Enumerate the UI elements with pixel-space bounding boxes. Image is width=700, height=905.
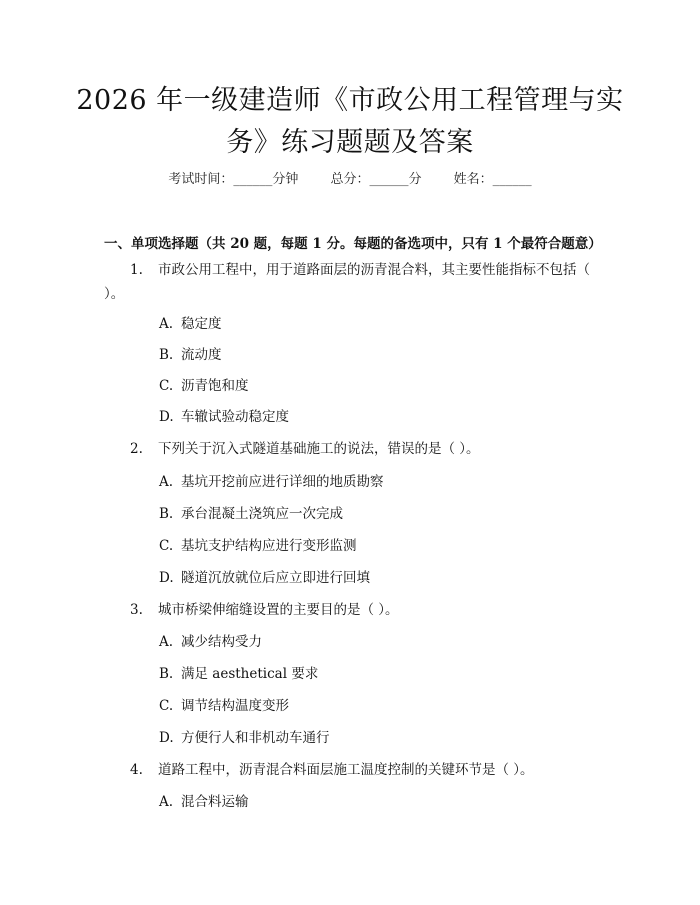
option-text: 隧道沉放就位后应立即进行回填: [181, 570, 370, 586]
option-2d: [159, 569, 370, 587]
title-line-1: 2026 年一级建造师《市政公用工程管理与实: [76, 85, 624, 116]
question-number: 2.: [130, 441, 143, 457]
option-text: 满足 aesthetical 要求: [181, 666, 319, 682]
title-line-2: 务》练习题题及答案: [226, 127, 474, 158]
option-letter: D.: [159, 730, 174, 746]
option-letter: B.: [159, 347, 174, 363]
option-letter: C.: [159, 378, 174, 394]
option-letter: B.: [159, 506, 174, 522]
option-text: 基坑支护结构应进行变形监测: [181, 538, 357, 554]
exam-time: 考试时间：______分钟: [168, 172, 299, 187]
option-1d: [159, 408, 289, 426]
question-number: 1.: [130, 262, 143, 278]
option-text: 沥青饱和度: [181, 378, 249, 394]
total-score: 总分：______分: [330, 172, 422, 187]
option-letter: D.: [159, 570, 174, 586]
option-letter: A.: [159, 634, 174, 650]
document-title: [0, 80, 700, 164]
option-text: 方便行人和非机动车通行: [181, 730, 330, 746]
option-1b: [159, 346, 222, 364]
option-1a: [159, 315, 222, 333]
option-4a: [159, 793, 249, 811]
question-number: 3.: [130, 602, 143, 618]
option-1c: [159, 377, 249, 395]
option-text: 流动度: [181, 347, 222, 363]
option-3d: [159, 729, 330, 747]
option-letter: C.: [159, 698, 174, 714]
option-3c: [159, 697, 289, 715]
option-3b: [159, 665, 318, 683]
question-2: [104, 437, 594, 461]
option-2c: [159, 537, 357, 555]
question-text: 市政公用工程中，用于道路面层的沥青混合料，其主要性能指标不包括（ ）。: [104, 262, 590, 302]
option-text: 混合料运输: [181, 794, 249, 810]
option-letter: A.: [159, 474, 174, 490]
option-text: 基坑开挖前应进行详细的地质勘察: [181, 474, 384, 490]
option-text: 稳定度: [181, 316, 222, 332]
question-text: 下列关于沉入式隧道基础施工的说法，错误的是（ ）。: [158, 441, 480, 457]
option-3a: [159, 633, 262, 651]
option-letter: B.: [159, 666, 174, 682]
question-text: 道路工程中，沥青混合料面层施工温度控制的关键环节是（ ）。: [158, 762, 534, 778]
option-letter: C.: [159, 538, 174, 554]
option-letter: A.: [159, 316, 174, 332]
section-header: 一、单项选择题（共 20 题，每题 1 分。每题的备选项中，只有 1 个最符合题意）: [104, 236, 602, 252]
option-text: 减少结构受力: [181, 634, 262, 650]
question-text: 城市桥梁伸缩缝设置的主要目的是（ ）。: [158, 602, 399, 618]
option-letter: D.: [159, 409, 174, 425]
question-3: [104, 598, 594, 622]
student-name: 姓名：______: [453, 172, 532, 187]
option-letter: A.: [159, 794, 174, 810]
question-4: [104, 758, 594, 782]
exam-meta: [0, 168, 700, 187]
option-2b: [159, 505, 343, 523]
option-2a: [159, 473, 384, 491]
option-text: 承台混凝土浇筑应一次完成: [181, 506, 343, 522]
question-number: 4.: [130, 762, 143, 778]
question-1: [104, 258, 594, 306]
option-text: 调节结构温度变形: [181, 698, 289, 714]
option-text: 车辙试验动稳定度: [181, 409, 289, 425]
